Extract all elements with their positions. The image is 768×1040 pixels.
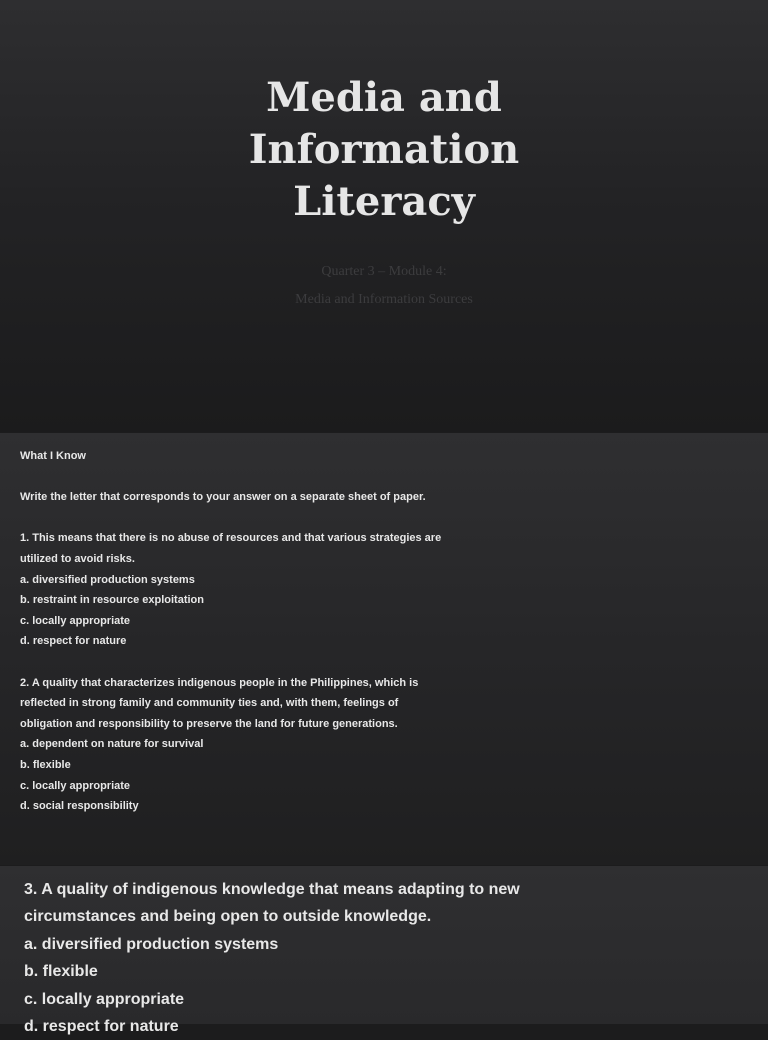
slide-subtitle <box>0 258 768 314</box>
title-line: Literacy <box>293 178 475 225</box>
question-1-option-d: d. respect for nature <box>20 635 127 648</box>
question-2-option-a: a. dependent on nature for survival <box>20 738 204 751</box>
question-3-text: circumstances and being open to outside knowledge. <box>24 908 432 926</box>
section-heading: What I Know <box>20 450 86 462</box>
question-2-option-b: b. flexible <box>20 758 71 771</box>
title-line: Media and <box>266 74 502 121</box>
question-3-option-a: a. diversified production systems <box>24 935 279 953</box>
question-3-option-b: b. flexible <box>24 963 98 981</box>
question-1-option-b: b. restraint in resource exploitation <box>20 594 204 607</box>
slide-title <box>0 72 768 228</box>
question-3-option-c: c. locally appropriate <box>24 990 185 1008</box>
quiz-content <box>24 876 744 1040</box>
subtitle-line: Quarter 3 – Module 4: <box>321 264 447 279</box>
question-1-option-c: c. locally appropriate <box>20 614 131 627</box>
what-i-know-slide <box>0 433 768 865</box>
question-2-option-c: c. locally appropriate <box>20 779 131 792</box>
title-slide <box>0 0 768 432</box>
title-line: Information <box>248 126 520 173</box>
quiz-content <box>20 446 740 817</box>
question-2-option-d: d. social responsibility <box>20 800 139 813</box>
question-2-text: reflected in strong family and community ties and, with them, feelings of <box>20 697 399 710</box>
question-3-slide <box>0 866 768 1036</box>
question-2-text: 2. A quality that characterizes indigenous people in the Philippines, which is <box>20 676 419 689</box>
question-1-text: utilized to avoid risks. <box>20 552 135 565</box>
question-3-text: 3. A quality of indigenous knowledge that means adapting to new <box>24 881 520 898</box>
subtitle-line: Media and Information Sources <box>295 292 473 307</box>
instruction-text: Write the letter that corresponds to your answer on a separate sheet of paper. <box>20 491 426 504</box>
question-1-text: 1. This means that there is no abuse of resources and that various strategies are <box>20 532 442 545</box>
question-2-text: obligation and responsibility to preserve the land for future generations. <box>20 717 398 730</box>
question-3-option-d: d. respect for nature <box>24 1018 179 1036</box>
question-1-option-a: a. diversified production systems <box>20 573 195 586</box>
